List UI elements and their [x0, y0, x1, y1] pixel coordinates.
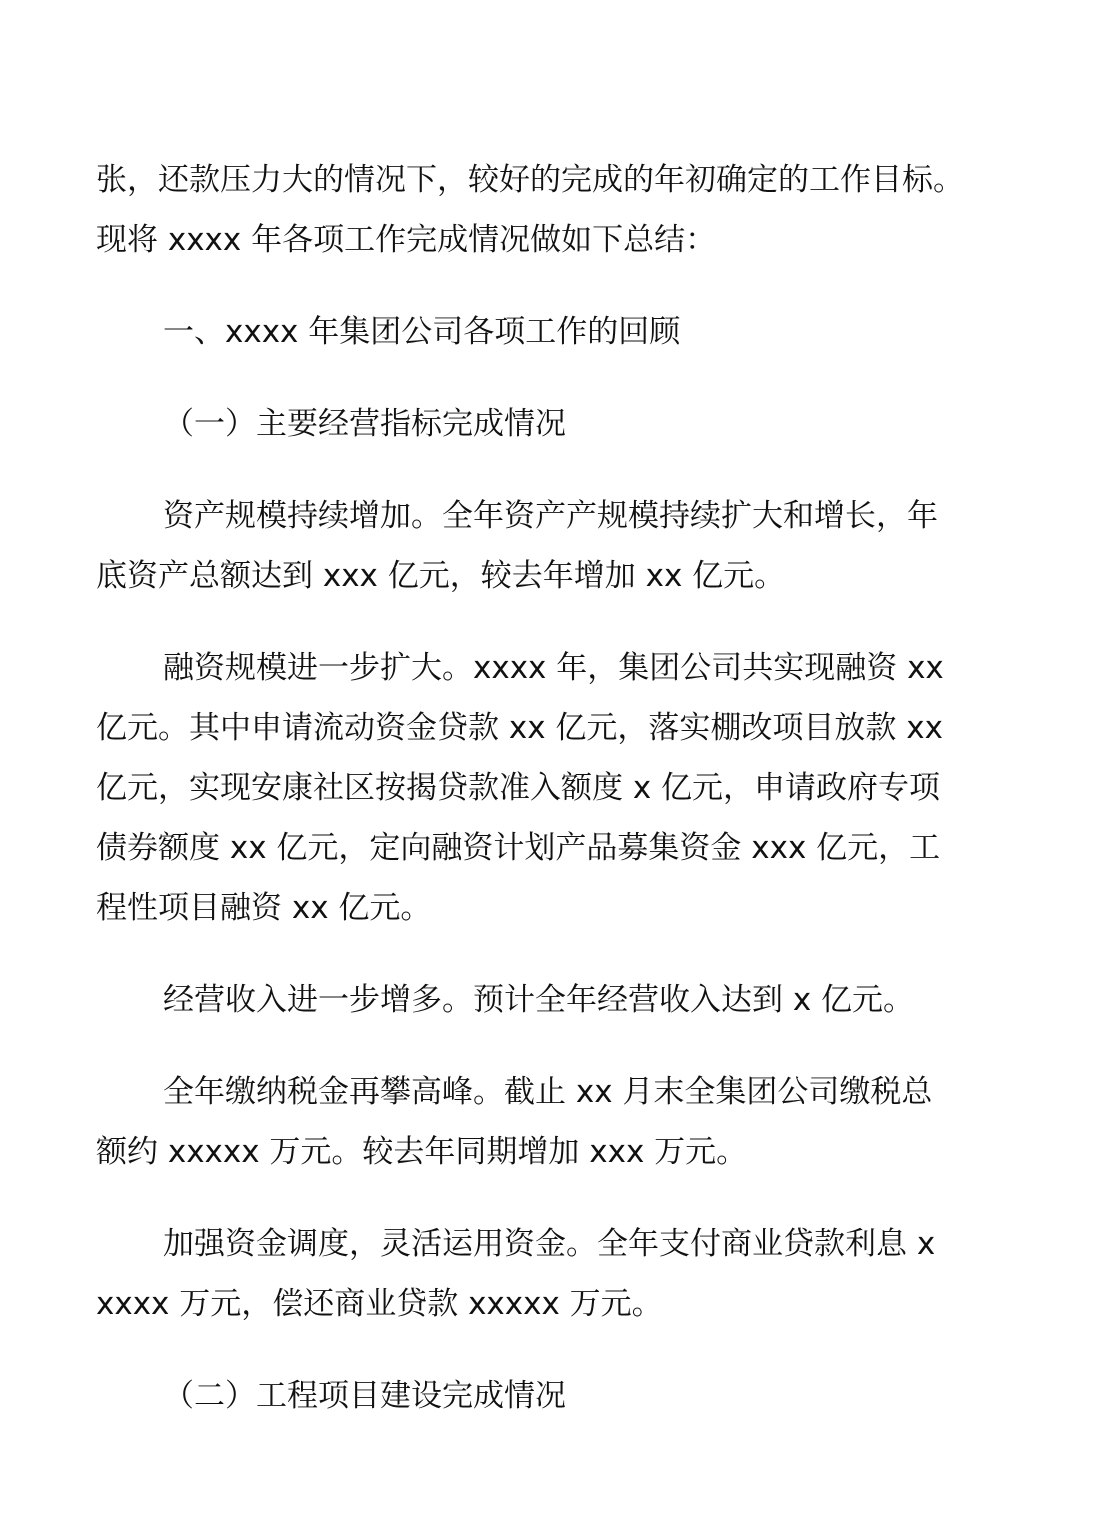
text-line: 亿元，实现安康社区按揭贷款准入额度 x 亿元，申请政府专项 — [96, 770, 941, 806]
text-line: 亿元。其中申请流动资金贷款 xx 亿元，落实棚改项目放款 xx — [96, 710, 943, 746]
text-line: 全年缴纳税金再攀高峰。截止 xx 月末全集团公司缴税总 — [163, 1074, 933, 1110]
text-line: 债券额度 xx 亿元，定向融资计划产品募集资金 xxx 亿元，工 — [96, 830, 941, 866]
text-line: 额约 xxxxx 万元。较去年同期增加 xxx 万元。 — [96, 1134, 748, 1170]
text-line: 底资产总额达到 xxx 亿元，较去年增加 xx 亿元。 — [96, 558, 786, 594]
section-heading: 一、xxxx 年集团公司各项工作的回顾 — [163, 314, 681, 350]
text-line: 程性项目融资 xx 亿元。 — [96, 890, 432, 926]
subsection-heading: （一）主要经营指标完成情况 — [163, 406, 566, 442]
subsection-heading: （二）工程项目建设完成情况 — [163, 1378, 566, 1414]
text-line: 资产规模持续增加。全年资产产规模持续扩大和增长，年 — [163, 498, 938, 534]
text-line: 现将 xxxx 年各项工作完成情况做如下总结： — [96, 222, 717, 258]
text-line: 经营收入进一步增多。预计全年经营收入达到 x 亿元。 — [163, 982, 915, 1018]
text-line: 张，还款压力大的情况下，较好的完成的年初确定的工作目标。 — [96, 162, 964, 198]
text-line: xxxx 万元，偿还商业贷款 xxxxx 万元。 — [96, 1286, 663, 1322]
text-line: 加强资金调度，灵活运用资金。全年支付商业贷款利息 x — [163, 1226, 936, 1262]
text-line: 融资规模进一步扩大。xxxx 年，集团公司共实现融资 xx — [163, 650, 944, 686]
